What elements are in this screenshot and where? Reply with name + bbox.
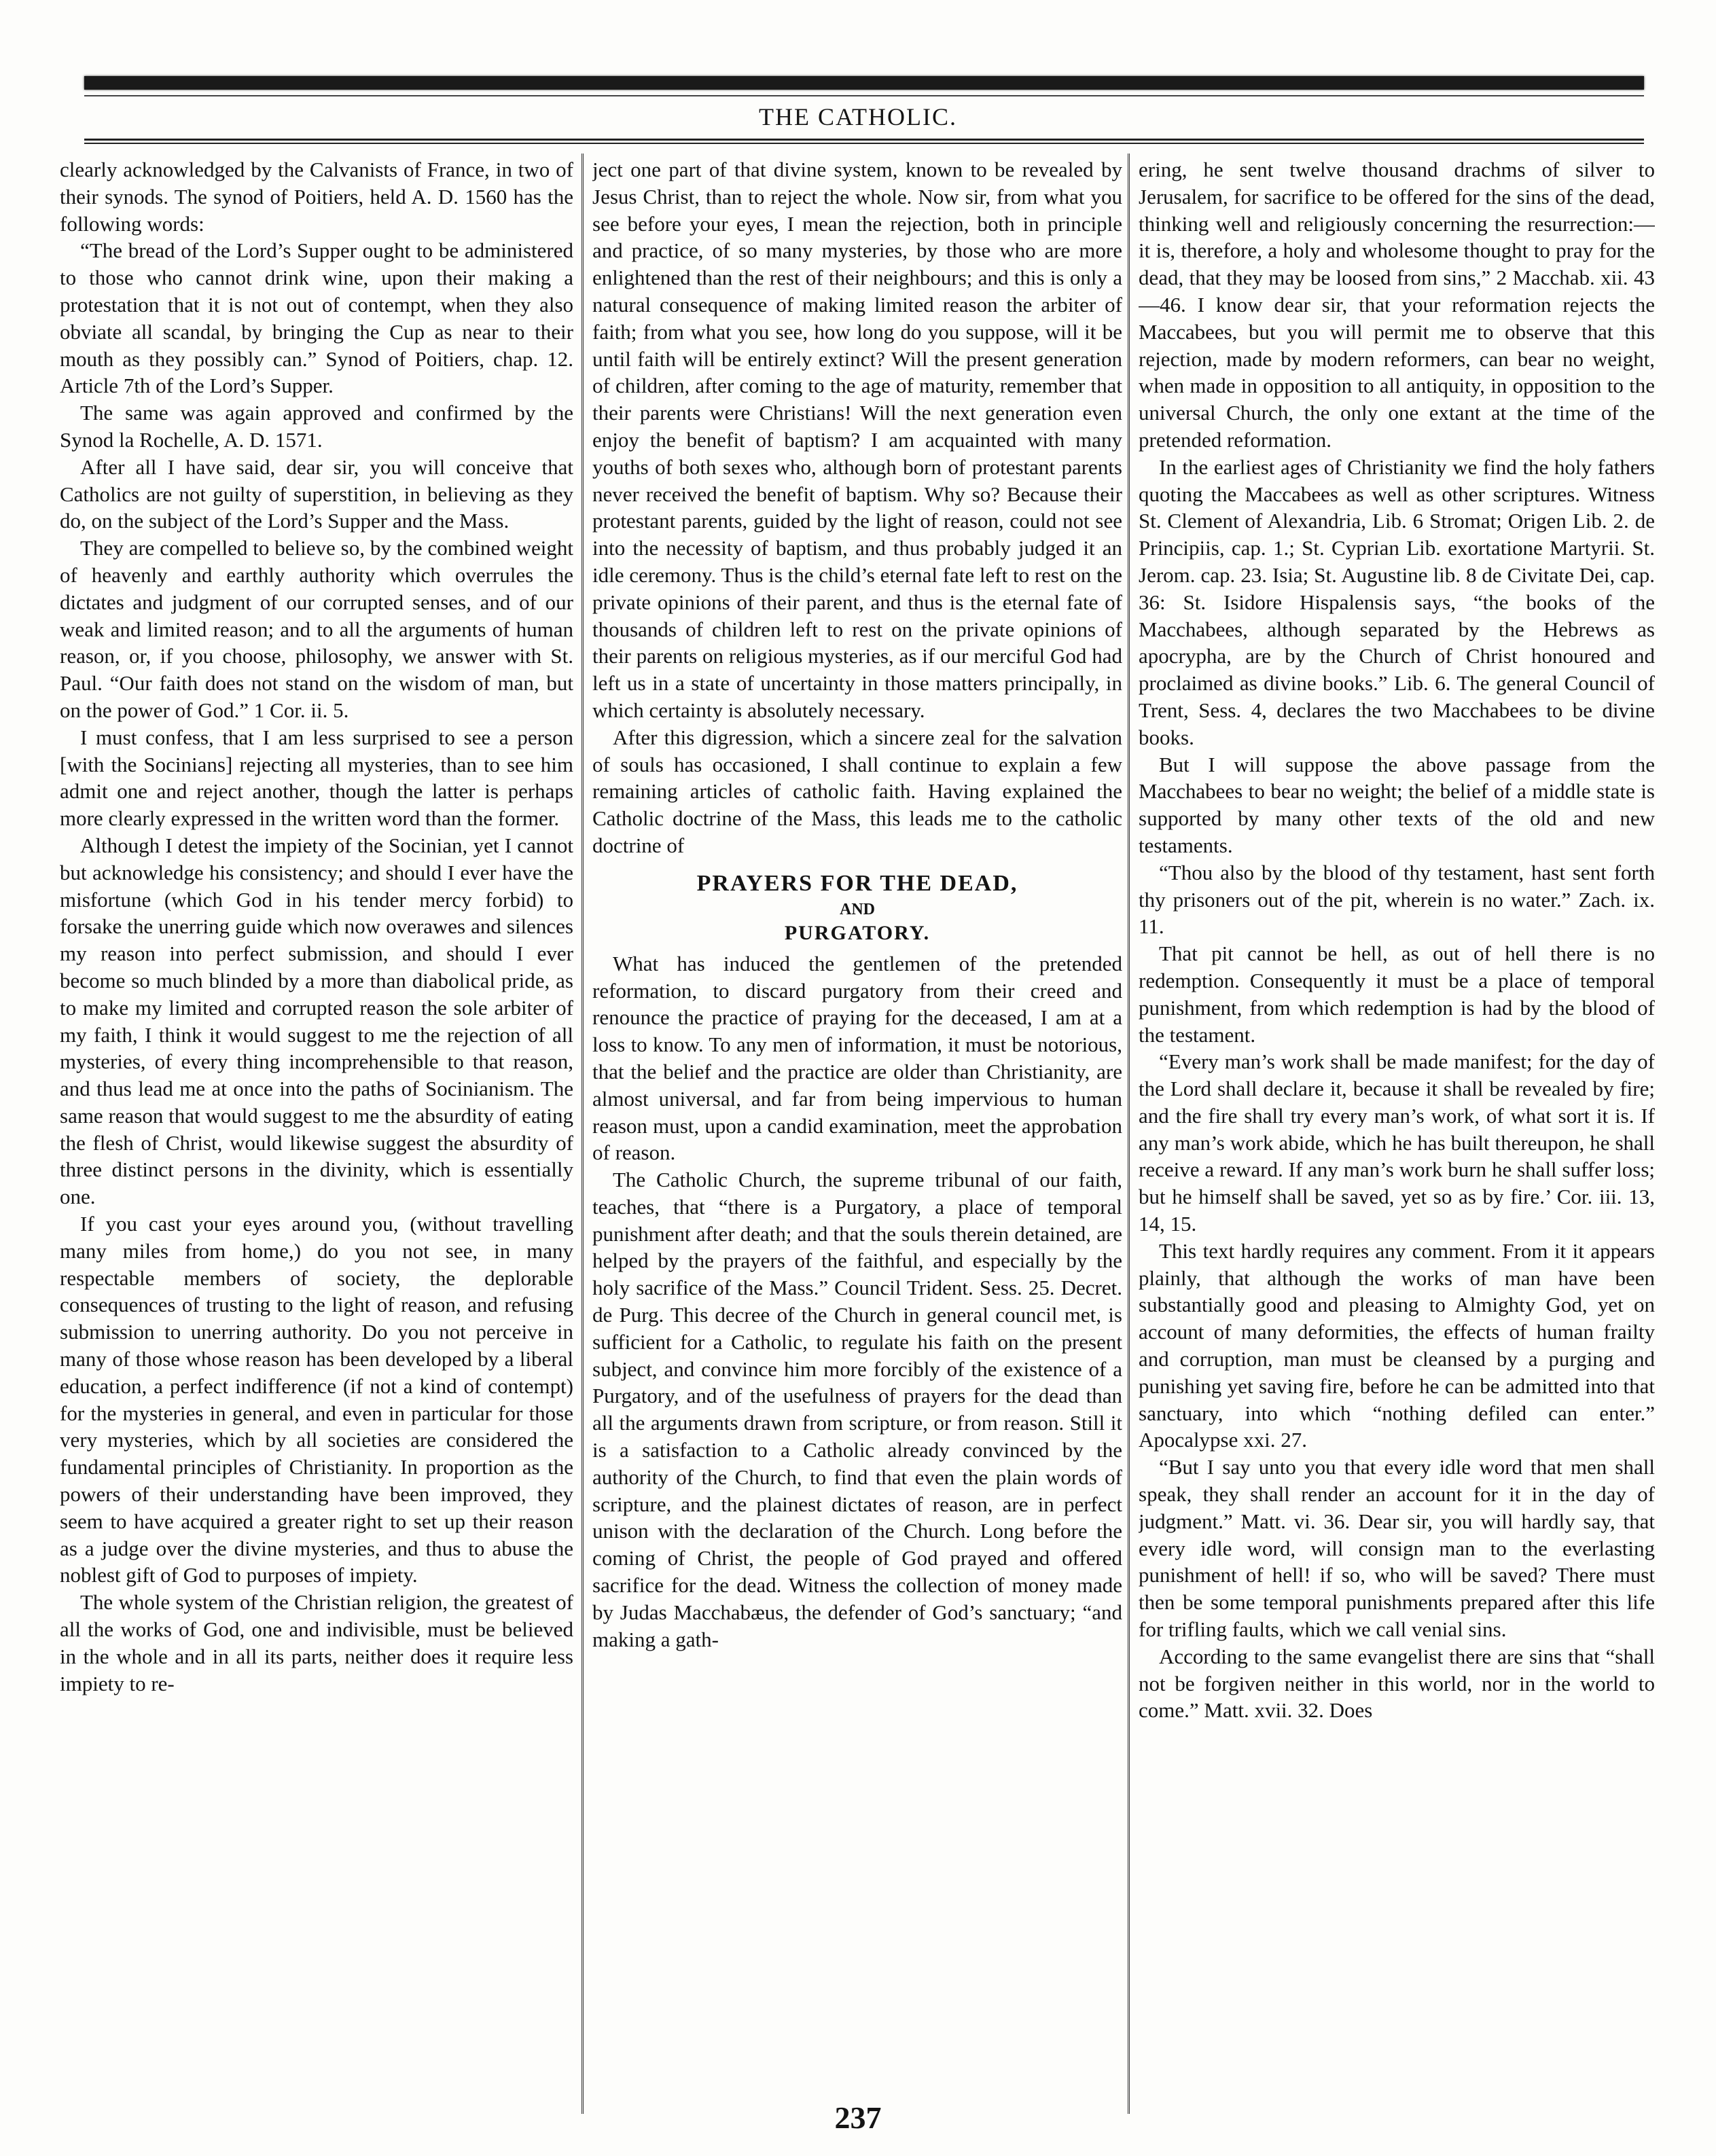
paragraph: That pit cannot be hell, as out of hell there is no redemption. Consequently it must be a place of temporal punishment, from which redemption is had by the blood of the testament.: [1139, 941, 1655, 1047]
paragraph: But I will suppose the above passage from the Macchabees to bear no weight; the belief of a middle state is supported by many other texts of the old and new testaments.: [1139, 752, 1655, 857]
paragraph: If you cast your eyes around you, (without travelling many miles from home,) do you not see, in many respectable members of society, the deplorable consequences of trusting to the light of reason, and refusing submission to unerring authority. Do you not perceive in many of those whose reason has been developed by a liberal education, a perfect indifference (if not a kind of contempt) for the mysteries in general, and even in particular for those very mysteries, which by all societies are considered the fundamental principles of Christianity. In proportion as the powers of their understanding have been improved, they seem to have acquired a greater right to set up their reason as a judge over the divine mysteries, and thus to abuse the noblest gift of God to purposes of impiety.: [60, 1212, 573, 1587]
column-right: [1139, 156, 1655, 2113]
paragraph: ject one part of that divine system, known to be revealed by Jesus Christ, than to reject the whole. Now sir, from what you see before your eyes, I mean the rejection, both in principle and practice, of so many mysteries, by those who are more enlightened than the rest of their neighbours; and this is only a natural consequence of making limited reason the arbiter of faith; from what you see, how long do you suppose, will it be until faith will be entirely extinct? Will the present generation of children, after coming to the age of maturity, remember that their parents were Christians! Will the next generation even enjoy the benefit of baptism? I am acquainted with many youths of both sexes who, although born of protestant parents never received the benefit of baptism. Why so? Because their protestant parents, guided by the light of reason, could not see into the necessity of baptism, and thus probably judged it an idle ceremony. Thus is the child’s eternal fate left to rest on the private opinions of their parent, and thus is the eternal fate of thousands of children left to rest on the private opinions of their parents on religious mysteries, as if our merciful God had left us in a state of uncertainty in those matters principally, in which certainty is absolutely necessary.: [592, 158, 1122, 722]
paragraph: The Catholic Church, the supreme tribunal of our faith, teaches, that “there is a Purgatory, a place of temporal punishment after death; and that the souls therein detained, are helped by the prayers of the faithful, and especially by the holy sacrifice of the Mass.” Council Trident. Sess. 25. Decret. de Purg. This decree of the Church in general council met, is sufficient for a Catholic, to regulate his faith on the present subject, and convince him more forcibly of the existence of a Purgatory, and of the usefulness of prayers for the dead than all the arguments drawn from scripture, or from reason. Still it is a satisfaction to a Catholic already convinced by the authority of the Church, to find that even the plain words of scripture, and the plainest dictates of reason, are in perfect unison with the declaration of the Church. Long before the coming of Christ, the people of God prayed and offered sacrifice for the dead. Witness the collection of money made by Judas Macchabæus, the defender of God’s sanctuary; “and making a gath-: [592, 1168, 1122, 1651]
page-number: 237: [834, 2100, 882, 2135]
paragraph: After this digression, which a sincere zeal for the salvation of souls has occasioned, I shall continue to explain a few remaining articles of catholic faith. Having explained the Catholic doctrine of the Mass, this leads me to the catholic doctrine of: [592, 725, 1122, 857]
column-right-text: [1139, 156, 1655, 1724]
paragraph: The same was again approved and confirmed by the Synod la Rochelle, A. D. 1571.: [60, 401, 573, 452]
top-heavy-rule: [84, 76, 1644, 90]
paragraph: In the earliest ages of Christianity we find the holy fathers quoting the Maccabees as well as other scriptures. Witness St. Clement of Alexandria, Lib. 6 Stromat; Origen Lib. 2. de Principiis, cap. 1.; St. Cyprian Lib. exortatione Martyrii. St. Jerom. cap. 23. Isia; St. Augustine lib. 8 de Civitate Dei, cap. 36: St. Isidore Hispalensis says, “the books of the Macchabees, although separated by the Hebrews as apocrypha, are by the Church of Christ honoured and proclaimed as divine books.” Lib. 6. The general Council of Trent, Sess. 4, declares the two Macchabees to be divine books.: [1139, 454, 1655, 749]
column-divider-left: [582, 154, 584, 2114]
section-subheading: PURGATORY.: [784, 921, 931, 944]
header-double-rule: [84, 139, 1644, 144]
paragraph: “The bread of the Lord’s Supper ought to be administered to those who cannot drink wine, upon their making a protestation that it is not out of contempt, when they also obviate all scandal, by bringing the Cup as near to their mouth as they possibly can.” Synod of Poitiers, chap. 12. Article 7th of the Lord’s Supper.: [60, 238, 573, 398]
top-thin-rule: [84, 95, 1644, 96]
paragraph: The whole system of the Christian religion, the greatest of all the works of God, one and indivisible, must be believed in the whole and in all its parts, neither does it require less impiety to re-: [60, 1590, 573, 1695]
column-left: [60, 156, 573, 2113]
paragraph: “Thou also by the blood of thy testament, hast sent forth thy prisoners out of the pit, wherein is no water.” Zach. ix. 11.: [1139, 860, 1655, 939]
paragraph: Although I detest the impiety of the Socinian, yet I cannot but acknowledge his consistency; and should I ever have the misfortune (which God in his tender mercy forbid) to forsake the unerring guide which now overawes and silences my reason into perfect submission, and should I ever become so much blinded by a more than diabolical pride, as to make my limited and corrupted reason the sole arbiter of my faith, I think it would suggest to me the rejection of all mysteries, of every thing incomprehensible to that reason, and thus lead me at once into the paths of Socinianism. The same reason that would suggest to me the absurdity of eating the flesh of Christ, would likewise suggest the absurdity of three distinct persons in the divinity, which is essentially one.: [60, 833, 573, 1209]
column-left-text: [60, 156, 573, 1697]
paragraph: After all I have said, dear sir, you will conceive that Catholics are not guilty of superstition, in believing as they do, on the subject of the Lord’s Supper and the Mass.: [60, 454, 573, 533]
paragraph: “Every man’s work shall be made manifest; for the day of the Lord shall declare it, because it shall be revealed by fire; and the fire shall try every man’s work, of what sort it is. If any man’s work abide, which he has built thereupon, he shall receive a reward. If any man’s work burn he shall suffer loss; but he himself shall be saved, yet so as by fire.’ Cor. iii. 13, 14, 15.: [1139, 1049, 1655, 1236]
paragraph: What has induced the gentlemen of the pretended reformation, to discard purgatory from their creed and renounce the practice of praying for the deceased, I am at a loss to know. To any men of information, it must be notorious, that the belief and the practice are older than Christianity, are almost universal, and far from being impervious to human reason must, upon a candid examination, meet the approbation of reason.: [592, 951, 1122, 1165]
paragraph: ering, he sent twelve thousand drachms of silver to Jerusalem, for sacrifice to be offered for the sins of the dead, thinking well and religiously concerning the resurrection:—it is, therefore, a holy and wholesome thought to pray for the dead, that they may be loosed from sins,” 2 Macchab. xii. 43—46. I know dear sir, that your reformation rejects the Maccabees, but you will permit me to observe that this rejection, made by modern reformers, can bear no weight, when made in opposition to all antiquity, in opposition to the universal Church, the only one extant at the time of the pretended reformation.: [1139, 158, 1655, 452]
column-divider-right: [1128, 154, 1130, 2114]
column-middle: [592, 156, 1122, 2113]
paragraph: This text hardly requires any comment. From it it appears plainly, that although the works of man have been substantially good and pleasing to Almighty God, yet on account of many deformities, the effects of human frailty and corruption, man must be cleansed by a purging and punishing yet saving fire, before he can be admitted into that sanctuary, into which “nothing defiled can enter.” Apocalypse xxi. 27.: [1139, 1238, 1655, 1452]
section-heading: PRAYERS FOR THE DEAD,: [696, 870, 1018, 896]
column-middle-text-bottom: [592, 950, 1122, 1653]
column-middle-text-top: [592, 156, 1122, 859]
paragraph: According to the same evangelist there are sins that “shall not be forgiven neither in this world, nor in the world to come.” Matt. xvii. 32. Does: [1139, 1644, 1655, 1723]
section-heading-and: AND: [840, 900, 875, 918]
paragraph: I must confess, that I am less surprised to see a person [with the Socinians] rejecting all mysteries, than to see him admit one and reject another, though the latter is perhaps more clearly expressed in the written word than the former.: [60, 725, 573, 831]
paragraph: They are compelled to believe so, by the combined weight of heavenly and earthly authority which overrules the dictates and judgment of our corrupted senses, and of our weak and limited reason; and to all the arguments of human reason, or, if you choose, philosophy, we answer with St. Paul. “Our faith does not stand on the wisdom of man, but on the power of God.” 1 Cor. ii. 5.: [60, 536, 573, 722]
paragraph: “But I say unto you that every idle word that men shall speak, they shall render an account for it in the day of judgment.” Matt. vi. 36. Dear sir, you will hardly say, that every idle word, will consign man to the everlasting punishment of hell! if so, who will be saved? There must then be some temporal punishments prepared after this life for trifling faults, which we call venial sins.: [1139, 1455, 1655, 1642]
paragraph: clearly acknowledged by the Calvanists of France, in two of their synods. The synod of Poitiers, held A. D. 1560 has the following words:: [60, 158, 573, 236]
running-head: THE CATHOLIC.: [759, 103, 957, 130]
